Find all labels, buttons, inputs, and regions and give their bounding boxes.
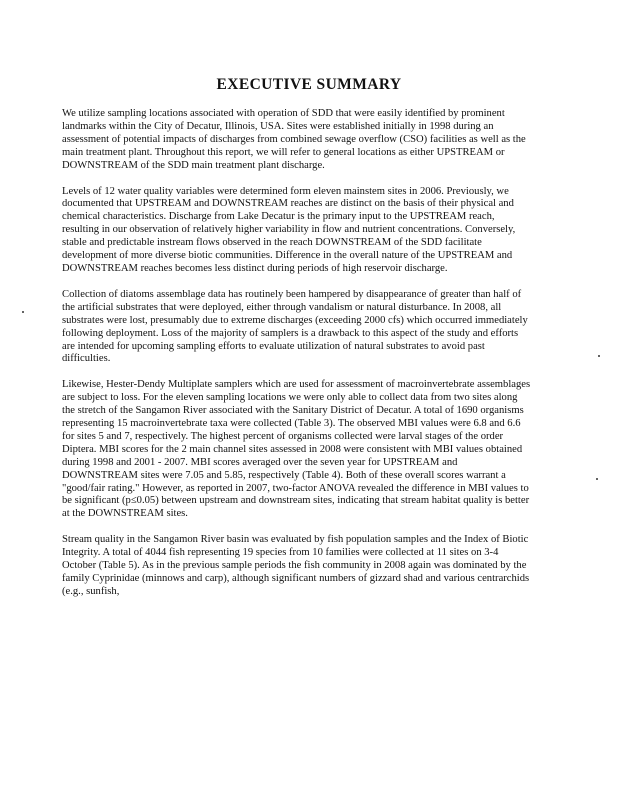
paragraph-macroinvertebrates: Likewise, Hester-Dendy Multiplate samplers which are used for assessment of macroinvertebrate assemblages are subject to loss. For the eleven sampling locations we were only able to collect data from two sites along the stretch of the Sangamon River associated with the Sanitary District of Decatur. A total of 1690 organisms representing 15 macroinvertebrate taxa were collected (Table 3). The observed MBI values were 6.8 and 6.6 for sites 5 and 7, respectively. The highest percent of organisms collected were larval stages of the order Diptera. MBI scores for the 2 main channel sites assessed in 2008 were consistent with MBI values obtained during 1998 and 2001 - 2007. MBI scores averaged over the seven year for UPSTREAM and DOWNSTREAM sites were 7.05 and 5.85, respectively (Table 4). Both of these overall scores warrant a "good/fair rating." However, as reported in 2007, two-factor ANOVA revealed the difference in MBI values to be significant (p≤0.05) between upstream and downstream sites, indicating that stream habitat quality is better at the DOWNSTREAM sites. <box>62 379 531 520</box>
paragraph-fish-ibi: Stream quality in the Sangamon River basin was evaluated by fish population samples and the Index of Biotic Integrity. A total of 4044 fish representing 19 species from 10 families were collected at 11 sites on 3-4 October (Table 5). As in the previous sample periods the fish community in 2008 again was dominated by the family Cyprinidae (minnows and carp), although significant numbers of gizzard shad and various centrarchids (e.g., sunfish, <box>62 534 530 597</box>
paragraph-water-quality: Levels of 12 water quality variables were determined form eleven mainstem sites in 2006. Previously, we documented that UPSTREAM and DOWNSTREAM reaches are distinct on the basis of their physical and chemical characteristics. Discharge from Lake Decatur is the primary input to the UPSTREAM reach, resulting in our observation of relatively higher variability in flow and nutrient concentrations. Conversely, stable and predictable instream flows observed in the reach DOWNSTREAM of the SDD facilitate development of more diverse biotic communities. Difference in the overall nature of the UPSTREAM and DOWNSTREAM reaches becomes less distinct during periods of high reservoir discharge. <box>62 185 516 274</box>
scan-speck <box>22 311 24 313</box>
scan-speck <box>596 478 598 480</box>
document-body <box>62 108 532 612</box>
scan-speck <box>598 355 600 357</box>
paragraph-diatoms: Collection of diatoms assemblage data has routinely been hampered by disappearance of greater than half of the artificial substrates that were deployed, either through vandalism or natural disturbance. In 2008, all substrates were lost, presumably due to extreme discharges (exceeding 2000 cfs) which occurred immediately following deployment. Loss of the majority of samplers is a drawback to this aspect of the study and efforts are intended for upcoming sampling efforts to evaluate utilization of natural substrates to avoid past difficulties. <box>62 288 528 365</box>
page-title: EXECUTIVE SUMMARY <box>216 76 402 93</box>
paragraph-sampling-locations: We utilize sampling locations associated with operation of SDD that were easily identified by prominent landmarks within the City of Decatur, Illinois, USA. Sites were established initially in 1998 during an assessment of potential impacts of discharges from combined sewage overflow (CSO) facilities as well as the main treatment plant. Throughout this report, we will refer to general locations as either UPSTREAM or DOWNSTREAM of the SDD main treatment plant discharge. <box>62 108 526 171</box>
